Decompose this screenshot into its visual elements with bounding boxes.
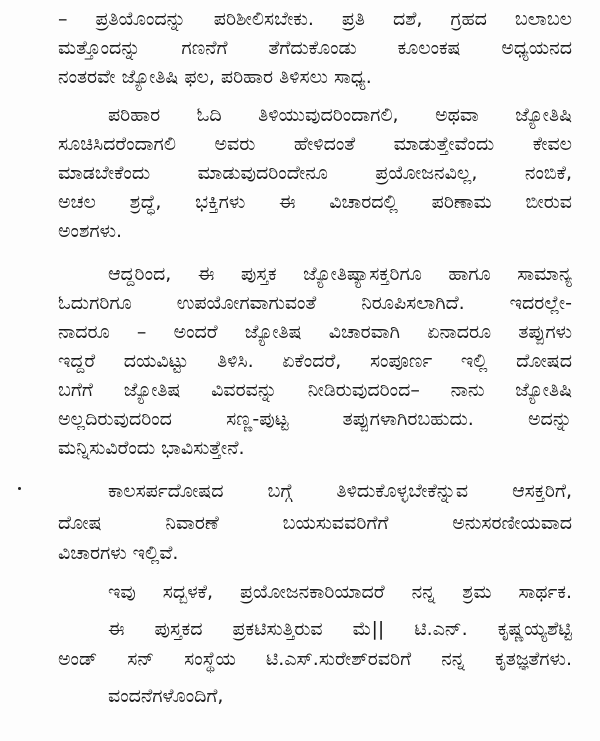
text-line: ಇವು ಸದ್ಬಳಕೆ, ಪ್ರಯೋಜನಕಾರಿಯಾದರೆ ನನ್ನ ಶ್ರಮ ಸಾರ್ಥಕ. xyxy=(108,581,572,603)
text-line: ಮಾಡಬೇಕೆಂದು ಮಾಡುವುದರಿಂದೇನೂ ಪ್ರಯೋಜನವಿಲ್ಲ, ನಂಬಿಕೆ, xyxy=(58,162,572,184)
text-line: ಮನ್ನಿಸುವಿರೆಂದು ಭಾವಿಸುತ್ತೇನೆ. xyxy=(58,437,245,459)
text-line: ಇದ್ದರೆ ದಯವಿಟ್ಟು ತಿಳಿಸಿ. ಏಕೆಂದರೆ, ಸಂಪೂರ್ಣ ಇಲ್ಲಿ ದೋಷದ xyxy=(58,350,572,372)
text-line: ದೋಷ ನಿವಾರಣೆ ಬಯಸುವವರಿಗೆಗೆ ಅನುಸರಣೀಯವಾದ xyxy=(58,512,572,534)
text-line: ಬಗೆಗೆ ಜ್ಯೋತಿಷ ವಿವರವನ್ನು ನೀಡಿರುವುದರಿಂದ– ನಾನು ಜ್ಯೋತಿಷಿ xyxy=(58,379,572,401)
text-line: ಸೂಚಿಸಿದರೆಂದಾಗಲಿ ಅವರು ಹೇಳಿದಂತೆ ಮಾಡುತ್ತೇವೆಂದು ಕೇವಲ xyxy=(58,133,572,155)
text-line: ನಂತರವೇ ಜ್ಯೋತಿಷಿ ಫಲ, ಪರಿಹಾರ ತಿಳಿಸಲು ಸಾಧ್ಯ. xyxy=(58,66,372,88)
text-line: ಅಂಡ್ ಸನ್ ಸಂಸ್ಥೆಯ ಟಿ.ಎಸ್.ಸುರೇಶ್‌ರವರಿಗೆ ನನ್ನ ಕೃತಜ್ಞತೆಗಳು. xyxy=(58,648,572,670)
text-line: ಮತ್ತೊಂದನ್ನು ಗಣನೆಗೆ ತೆಗೆದುಕೊಂಡು ಕೂಲಂಕಷ ಅಧ್ಯಯನದ xyxy=(58,37,572,59)
text-line: ಅಚಲ ಶ್ರದ್ಧೆ, ಭಕ್ತಿಗಳು ಈ ವಿಚಾರದಲ್ಲಿ ಪರಿಣಾಮ ಬೀರುವ xyxy=(58,191,572,213)
text-line: ಓದುಗರಿಗೂ ಉಪಯೋಗವಾಗುವಂತೆ ನಿರೂಪಿಸಲಾಗಿದೆ. ಇದರಲ್ಲೇ- xyxy=(58,292,572,314)
text-line: ಪರಿಹಾರ ಓದಿ ತಿಳಿಯುವುದರಿಂದಾಗಲಿ, ಅಥವಾ ಜ್ಯೋತಿಷಿ xyxy=(108,104,572,126)
text-line: ವಿಚಾರಗಳು ಇಲ್ಲಿವೆ. xyxy=(58,542,179,564)
scan-speck xyxy=(18,487,21,490)
text-line: ಅಂಶಗಳು. xyxy=(58,220,123,242)
text-line: ಕಾಲಸರ್ಪದೋಷದ ಬಗ್ಗೆ ತಿಳಿದುಕೊಳ್ಳಬೇಕೆನ್ನುವ ಆಸಕ್ತರಿಗೆ, xyxy=(108,480,572,502)
text-line: – ಪ್ರತಿಯೊಂದನ್ನು ಪರಿಶೀಲಿಸಬೇಕು. ಪ್ರತಿ ದಶೆ, ಗ್ರಹದ ಬಲಾಬಲ xyxy=(58,8,572,30)
closing-line: ವಂದನೆಗಳೊಂದಿಗೆ, xyxy=(108,685,224,707)
text-line: ಅಲ್ಲದಿರುವುದರಿಂದ ಸಣ್ಣ-ಪುಟ್ಟ ತಪ್ಪುಗಳಾಗಿರಬಹುದು. ಅದನ್ನು xyxy=(58,408,572,430)
text-line: ನಾದರೂ – ಅಂದರೆ ಜ್ಯೋತಿಷ ವಿಚಾರವಾಗಿ ಏನಾದರೂ ತಪ್ಪುಗಳು xyxy=(58,321,572,343)
text-line: ಈ ಪುಸ್ತಕದ ಪ್ರಕಟಿಸುತ್ತಿರುವ ಮೆ|| ಟಿ.ಎನ್. ಕೃಷ್ಣಯ್ಯಶೆಟ್ಟಿ xyxy=(108,618,572,640)
text-line: ಆದ್ದರಿಂದ, ಈ ಪುಸ್ತಕ ಜ್ಯೋತಿಷ್ಯಾಸಕ್ತರಿಗೂ ಹಾಗೂ ಸಾಮಾನ್ಯ xyxy=(108,263,572,285)
